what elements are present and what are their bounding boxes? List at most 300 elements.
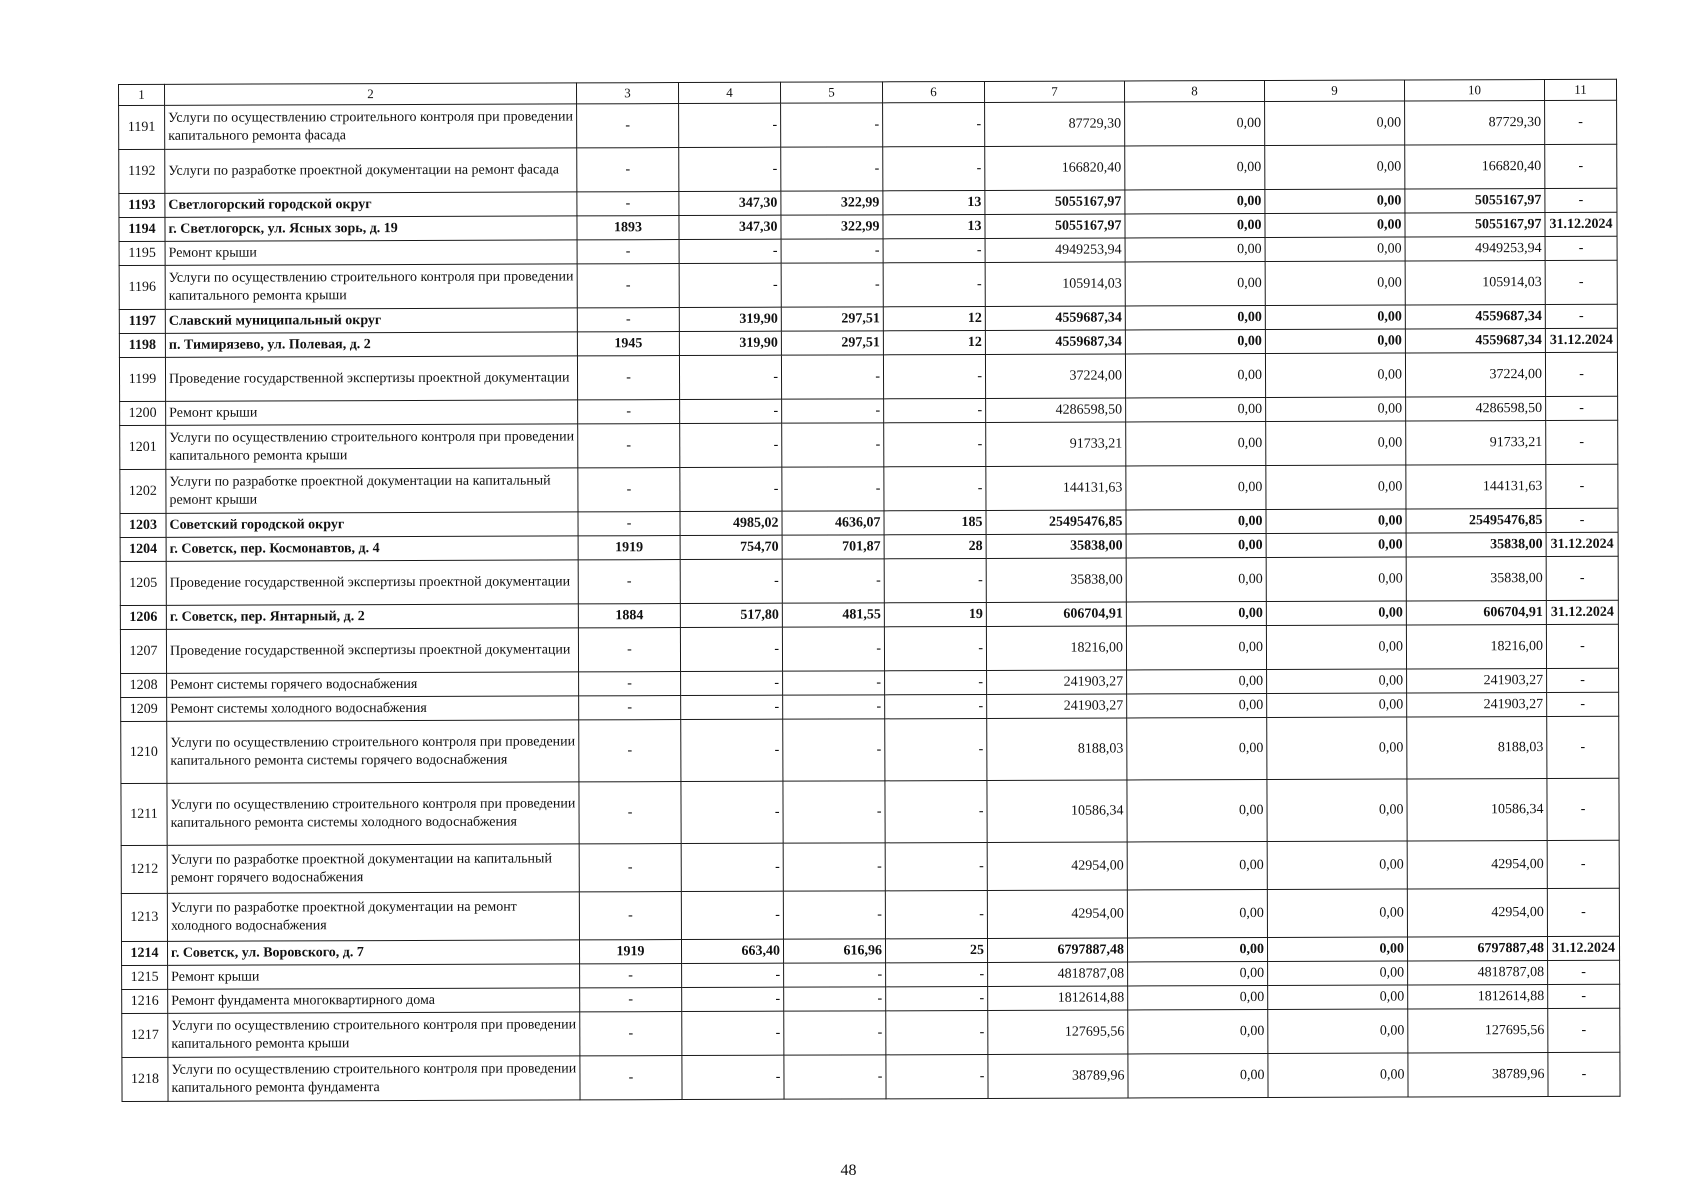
row-name-cell: Услуги по осуществлению строительного контроля при проведении капитального ремонта фасада xyxy=(165,104,577,149)
completion-date-cell: 31.12.2024 xyxy=(1546,532,1618,556)
fund-cost-cell: 0,00 xyxy=(1127,717,1267,779)
total-area-cell: 347,30 xyxy=(679,215,781,239)
completion-date-cell: - xyxy=(1547,778,1619,840)
build-year-cell: - xyxy=(577,104,679,148)
living-area-cell: - xyxy=(783,781,885,843)
row-name-cell: Светлогорский городской округ xyxy=(165,192,577,217)
column-header: 6 xyxy=(882,81,984,102)
owners-cost-cell: 91733,21 xyxy=(1406,421,1546,465)
row-number-cell: 1208 xyxy=(121,673,167,697)
fund-cost-cell: 0,00 xyxy=(1128,1053,1268,1097)
row-name-cell: Услуги по разработке проектной документации на капитальный ремонт горячего водоснабжения xyxy=(167,844,579,893)
residents-count-cell: 25 xyxy=(885,938,987,962)
total-cost-cell: 38789,96 xyxy=(988,1054,1128,1098)
row-number-cell: 1206 xyxy=(120,605,166,629)
total-area-cell: 319,90 xyxy=(679,331,781,355)
owners-cost-cell: 4286598,50 xyxy=(1406,397,1546,421)
budget-cost-cell: 0,00 xyxy=(1268,1053,1408,1097)
completion-date-cell: - xyxy=(1545,144,1617,188)
fund-cost-cell: 0,00 xyxy=(1125,237,1265,261)
build-year-cell: - xyxy=(580,964,682,988)
build-year-cell: - xyxy=(578,560,680,604)
total-cost-cell: 166820,40 xyxy=(985,146,1125,190)
completion-date-cell: 31.12.2024 xyxy=(1545,328,1617,352)
table-row xyxy=(120,624,1618,673)
column-header: 7 xyxy=(984,81,1124,102)
completion-date-cell: - xyxy=(1547,716,1619,778)
table-row xyxy=(120,464,1618,513)
total-area-cell: - xyxy=(681,671,783,695)
row-name-cell: г. Советск, пер. Янтарный, д. 2 xyxy=(166,604,578,629)
fund-cost-cell: 0,00 xyxy=(1128,1009,1268,1053)
fund-cost-cell: 0,00 xyxy=(1125,329,1265,353)
total-cost-cell: 37224,00 xyxy=(985,354,1125,398)
fund-cost-cell: 0,00 xyxy=(1127,779,1267,841)
budget-cost-cell: 0,00 xyxy=(1265,213,1405,237)
living-area-cell: - xyxy=(782,627,884,671)
fund-cost-cell: 0,00 xyxy=(1127,693,1267,717)
build-year-cell: 1884 xyxy=(578,604,680,628)
fund-cost-cell: 0,00 xyxy=(1125,101,1265,145)
table-row xyxy=(121,840,1619,893)
row-number-cell: 1200 xyxy=(120,401,166,425)
table-row xyxy=(121,888,1619,941)
row-number-cell: 1192 xyxy=(119,149,165,193)
owners-cost-cell: 5055167,97 xyxy=(1405,189,1545,213)
column-header: 10 xyxy=(1404,80,1544,101)
completion-date-cell: - xyxy=(1546,420,1618,464)
budget-cost-cell: 0,00 xyxy=(1267,669,1407,693)
fund-cost-cell: 0,00 xyxy=(1127,937,1267,961)
living-area-cell: - xyxy=(781,239,883,263)
build-year-cell: - xyxy=(577,264,679,308)
total-cost-cell: 8188,03 xyxy=(987,718,1127,780)
living-area-cell: - xyxy=(784,987,886,1011)
owners-cost-cell: 166820,40 xyxy=(1405,145,1545,189)
row-name-cell: Услуги по осуществлению строительного контроля при проведении капитального ремонта системы холодного водоснабжения xyxy=(167,782,579,845)
budget-cost-cell: 0,00 xyxy=(1265,305,1405,329)
budget-cost-cell: 0,00 xyxy=(1266,509,1406,533)
table-row xyxy=(119,144,1617,193)
total-cost-cell: 241903,27 xyxy=(987,670,1127,694)
build-year-cell: - xyxy=(580,1056,682,1100)
build-year-cell: - xyxy=(577,148,679,192)
row-name-cell: Услуги по осуществлению строительного контроля при проведении капитального ремонта фундамента xyxy=(168,1056,580,1101)
row-name-cell: Услуги по осуществлению строительного контроля при проведении капитального ремонта системы горячего водоснабжения xyxy=(167,720,579,783)
residents-count-cell: 19 xyxy=(884,602,986,626)
build-year-cell: 1919 xyxy=(579,940,681,964)
completion-date-cell: - xyxy=(1546,396,1618,420)
living-area-cell: - xyxy=(781,103,883,147)
build-year-cell: - xyxy=(578,400,680,424)
owners-cost-cell: 241903,27 xyxy=(1407,693,1547,717)
total-cost-cell: 18216,00 xyxy=(986,626,1126,670)
fund-cost-cell: 0,00 xyxy=(1127,841,1267,889)
row-number-cell: 1212 xyxy=(121,845,167,893)
build-year-cell: - xyxy=(577,356,679,400)
row-name-cell: Ремонт крыши xyxy=(165,240,577,265)
owners-cost-cell: 35838,00 xyxy=(1406,557,1546,601)
completion-date-cell: - xyxy=(1548,960,1620,984)
total-cost-cell: 35838,00 xyxy=(986,534,1126,558)
residents-count-cell: - xyxy=(885,694,987,718)
living-area-cell: 297,51 xyxy=(781,331,883,355)
build-year-cell: - xyxy=(579,892,681,940)
row-name-cell: Проведение государственной экспертизы проектной документации xyxy=(166,628,578,673)
row-number-cell: 1203 xyxy=(120,513,166,537)
owners-cost-cell: 6797887,48 xyxy=(1407,937,1547,961)
table-row xyxy=(122,1008,1620,1057)
residents-count-cell: 28 xyxy=(884,534,986,558)
budget-cost-cell: 0,00 xyxy=(1265,189,1405,213)
living-area-cell: 4636,07 xyxy=(782,511,884,535)
completion-date-cell: 31.12.2024 xyxy=(1545,212,1617,236)
row-number-cell: 1196 xyxy=(119,265,165,309)
living-area-cell: - xyxy=(782,399,884,423)
residents-count-cell: 13 xyxy=(883,190,985,214)
completion-date-cell: - xyxy=(1547,888,1619,936)
row-name-cell: Ремонт системы горячего водоснабжения xyxy=(167,672,579,697)
row-number-cell: 1191 xyxy=(119,105,165,149)
row-number-cell: 1197 xyxy=(119,309,165,333)
row-name-cell: Ремонт крыши xyxy=(168,964,580,989)
total-cost-cell: 42954,00 xyxy=(987,842,1127,890)
row-number-cell: 1195 xyxy=(119,241,165,265)
row-name-cell: Услуги по разработке проектной документации на ремонт фасада xyxy=(165,148,577,193)
completion-date-cell: - xyxy=(1546,556,1618,600)
residents-count-cell: - xyxy=(883,146,985,190)
row-number-cell: 1214 xyxy=(121,941,167,965)
table-row xyxy=(119,260,1617,309)
table-row xyxy=(120,420,1618,469)
row-number-cell: 1218 xyxy=(122,1057,168,1101)
budget-cost-cell: 0,00 xyxy=(1265,145,1405,189)
fund-cost-cell: 0,00 xyxy=(1126,557,1266,601)
owners-cost-cell: 127695,56 xyxy=(1408,1009,1548,1053)
budget-cost-cell: 0,00 xyxy=(1265,353,1405,397)
owners-cost-cell: 241903,27 xyxy=(1407,669,1547,693)
row-name-cell: Ремонт фундамента многоквартирного дома xyxy=(168,988,580,1013)
budget-cost-cell: 0,00 xyxy=(1265,237,1405,261)
fund-cost-cell: 0,00 xyxy=(1126,465,1266,509)
column-header: 8 xyxy=(1124,80,1264,101)
total-area-cell: - xyxy=(682,1055,784,1099)
owners-cost-cell: 10586,34 xyxy=(1407,779,1547,841)
budget-cost-cell: 0,00 xyxy=(1266,465,1406,509)
budget-cost-cell: 0,00 xyxy=(1267,693,1407,717)
fund-cost-cell: 0,00 xyxy=(1125,305,1265,329)
residents-count-cell: 13 xyxy=(883,214,985,238)
budget-cost-cell: 0,00 xyxy=(1266,397,1406,421)
capital-repair-table xyxy=(118,79,1621,1102)
page-number: 48 xyxy=(840,1162,857,1179)
fund-cost-cell: 0,00 xyxy=(1126,625,1266,669)
living-area-cell: - xyxy=(784,963,886,987)
residents-count-cell: - xyxy=(885,890,987,938)
owners-cost-cell: 35838,00 xyxy=(1406,533,1546,557)
fund-cost-cell: 0,00 xyxy=(1126,533,1266,557)
owners-cost-cell: 144131,63 xyxy=(1406,465,1546,509)
living-area-cell: - xyxy=(782,423,884,467)
column-header: 2 xyxy=(165,83,577,105)
total-area-cell: - xyxy=(682,1011,784,1055)
budget-cost-cell: 0,00 xyxy=(1266,557,1406,601)
budget-cost-cell: 0,00 xyxy=(1267,779,1407,841)
owners-cost-cell: 42954,00 xyxy=(1407,841,1547,889)
owners-cost-cell: 8188,03 xyxy=(1407,717,1547,779)
fund-cost-cell: 0,00 xyxy=(1125,353,1265,397)
budget-cost-cell: 0,00 xyxy=(1266,533,1406,557)
row-name-cell: Услуги по осуществлению строительного контроля при проведении капитального ремонта крыши xyxy=(166,424,578,469)
completion-date-cell: - xyxy=(1547,668,1619,692)
fund-cost-cell: 0,00 xyxy=(1127,889,1267,937)
row-number-cell: 1199 xyxy=(119,357,165,401)
row-number-cell: 1215 xyxy=(122,965,168,989)
column-header: 3 xyxy=(576,83,678,104)
budget-cost-cell: 0,00 xyxy=(1266,421,1406,465)
residents-count-cell: - xyxy=(883,354,985,398)
fund-cost-cell: 0,00 xyxy=(1126,509,1266,533)
build-year-cell: - xyxy=(577,192,679,216)
total-cost-cell: 105914,03 xyxy=(985,262,1125,306)
fund-cost-cell: 0,00 xyxy=(1126,601,1266,625)
build-year-cell: - xyxy=(577,308,679,332)
build-year-cell: - xyxy=(579,672,681,696)
completion-date-cell: - xyxy=(1546,464,1618,508)
residents-count-cell: 12 xyxy=(883,330,985,354)
register-sheet xyxy=(118,79,1620,1136)
total-area-cell: - xyxy=(682,963,784,987)
row-name-cell: Услуги по разработке проектной документации на капитальный ремонт крыши xyxy=(166,468,578,513)
owners-cost-cell: 105914,03 xyxy=(1405,261,1545,305)
completion-date-cell: - xyxy=(1548,1008,1620,1052)
completion-date-cell: - xyxy=(1545,352,1617,396)
total-area-cell: - xyxy=(681,781,783,843)
residents-count-cell: - xyxy=(886,962,988,986)
budget-cost-cell: 0,00 xyxy=(1268,1009,1408,1053)
total-area-cell: - xyxy=(681,719,783,781)
total-cost-cell: 4949253,94 xyxy=(985,238,1125,262)
budget-cost-cell: 0,00 xyxy=(1268,985,1408,1009)
build-year-cell: - xyxy=(579,782,681,844)
row-name-cell: г. Советск, пер. Космонавтов, д. 4 xyxy=(166,536,578,561)
column-header: 4 xyxy=(678,82,780,103)
completion-date-cell: - xyxy=(1545,304,1617,328)
owners-cost-cell: 38789,96 xyxy=(1408,1053,1548,1097)
row-number-cell: 1202 xyxy=(120,469,166,513)
owners-cost-cell: 4559687,34 xyxy=(1405,305,1545,329)
budget-cost-cell: 0,00 xyxy=(1265,101,1405,145)
build-year-cell: 1919 xyxy=(578,536,680,560)
total-area-cell: - xyxy=(679,239,781,263)
residents-count-cell: - xyxy=(883,102,985,146)
fund-cost-cell: 0,00 xyxy=(1128,985,1268,1009)
living-area-cell: 616,96 xyxy=(783,939,885,963)
residents-count-cell: - xyxy=(884,626,986,670)
completion-date-cell: 31.12.2024 xyxy=(1546,600,1618,624)
total-area-cell: 4985,02 xyxy=(680,511,782,535)
budget-cost-cell: 0,00 xyxy=(1266,601,1406,625)
build-year-cell: 1893 xyxy=(577,216,679,240)
budget-cost-cell: 0,00 xyxy=(1267,889,1407,937)
living-area-cell: - xyxy=(782,559,884,603)
residents-count-cell: - xyxy=(885,670,987,694)
row-name-cell: г. Советск, ул. Воровского, д. 7 xyxy=(167,940,579,965)
budget-cost-cell: 0,00 xyxy=(1267,937,1407,961)
total-area-cell: - xyxy=(682,987,784,1011)
row-number-cell: 1216 xyxy=(122,989,168,1013)
build-year-cell: - xyxy=(578,424,680,468)
residents-count-cell: - xyxy=(884,466,986,510)
table-row xyxy=(120,556,1618,605)
row-name-cell: Услуги по осуществлению строительного контроля при проведении капитального ремонта крыши xyxy=(165,264,577,309)
living-area-cell: - xyxy=(784,1055,886,1099)
column-header: 11 xyxy=(1544,79,1616,100)
fund-cost-cell: 0,00 xyxy=(1125,145,1265,189)
living-area-cell: 701,87 xyxy=(782,535,884,559)
total-area-cell: - xyxy=(680,559,782,603)
fund-cost-cell: 0,00 xyxy=(1125,213,1265,237)
budget-cost-cell: 0,00 xyxy=(1265,261,1405,305)
row-name-cell: Услуги по осуществлению строительного контроля при проведении капитального ремонта крыши xyxy=(168,1012,580,1057)
residents-count-cell: - xyxy=(883,262,985,306)
residents-count-cell: - xyxy=(885,780,987,842)
row-number-cell: 1201 xyxy=(120,425,166,469)
total-area-cell: - xyxy=(681,843,783,891)
budget-cost-cell: 0,00 xyxy=(1268,961,1408,985)
residents-count-cell: 185 xyxy=(884,510,986,534)
table-row xyxy=(121,716,1619,783)
living-area-cell: - xyxy=(782,467,884,511)
residents-count-cell: - xyxy=(884,422,986,466)
total-cost-cell: 35838,00 xyxy=(986,558,1126,602)
living-area-cell: - xyxy=(781,263,883,307)
budget-cost-cell: 0,00 xyxy=(1267,841,1407,889)
owners-cost-cell: 4949253,94 xyxy=(1405,237,1545,261)
completion-date-cell: - xyxy=(1547,692,1619,716)
completion-date-cell: - xyxy=(1548,984,1620,1008)
row-number-cell: 1210 xyxy=(121,721,167,783)
fund-cost-cell: 0,00 xyxy=(1126,397,1266,421)
living-area-cell: - xyxy=(783,719,885,781)
residents-count-cell: - xyxy=(884,398,986,422)
completion-date-cell: - xyxy=(1546,624,1618,668)
owners-cost-cell: 37224,00 xyxy=(1405,353,1545,397)
total-cost-cell: 127695,56 xyxy=(988,1010,1128,1054)
owners-cost-cell: 1812614,88 xyxy=(1408,985,1548,1009)
total-cost-cell: 4286598,50 xyxy=(986,398,1126,422)
build-year-cell: - xyxy=(578,512,680,536)
row-name-cell: Проведение государственной экспертизы проектной документации xyxy=(165,356,577,401)
residents-count-cell: - xyxy=(886,1010,988,1054)
row-number-cell: 1204 xyxy=(120,537,166,561)
living-area-cell: - xyxy=(781,147,883,191)
total-area-cell: 754,70 xyxy=(680,535,782,559)
build-year-cell: - xyxy=(578,628,680,672)
table-row xyxy=(119,100,1617,149)
build-year-cell: - xyxy=(580,988,682,1012)
total-area-cell: - xyxy=(680,467,782,511)
total-area-cell: - xyxy=(680,627,782,671)
residents-count-cell: - xyxy=(884,558,986,602)
total-cost-cell: 4818787,08 xyxy=(988,962,1128,986)
total-cost-cell: 5055167,97 xyxy=(985,190,1125,214)
completion-date-cell: - xyxy=(1545,260,1617,304)
budget-cost-cell: 0,00 xyxy=(1266,625,1406,669)
row-name-cell: Проведение государственной экспертизы проектной документации xyxy=(166,560,578,605)
build-year-cell: - xyxy=(579,696,681,720)
budget-cost-cell: 0,00 xyxy=(1267,717,1407,779)
total-cost-cell: 5055167,97 xyxy=(985,214,1125,238)
total-cost-cell: 241903,27 xyxy=(987,694,1127,718)
living-area-cell: - xyxy=(783,891,885,939)
build-year-cell: - xyxy=(580,1012,682,1056)
row-number-cell: 1193 xyxy=(119,193,165,217)
residents-count-cell: - xyxy=(886,1054,988,1098)
total-area-cell: - xyxy=(679,263,781,307)
total-cost-cell: 42954,00 xyxy=(987,890,1127,938)
living-area-cell: - xyxy=(783,695,885,719)
build-year-cell: - xyxy=(577,240,679,264)
owners-cost-cell: 606704,91 xyxy=(1406,601,1546,625)
total-cost-cell: 25495476,85 xyxy=(986,510,1126,534)
residents-count-cell: - xyxy=(883,238,985,262)
living-area-cell: 297,51 xyxy=(781,307,883,331)
row-number-cell: 1205 xyxy=(120,561,166,605)
living-area-cell: 322,99 xyxy=(781,191,883,215)
total-cost-cell: 606704,91 xyxy=(986,602,1126,626)
table-body xyxy=(119,79,1621,1101)
residents-count-cell: - xyxy=(885,718,987,780)
total-cost-cell: 4559687,34 xyxy=(985,330,1125,354)
total-area-cell: 663,40 xyxy=(681,939,783,963)
row-number-cell: 1198 xyxy=(119,333,165,357)
build-year-cell: 1945 xyxy=(577,332,679,356)
row-number-cell: 1217 xyxy=(122,1013,168,1057)
row-number-cell: 1194 xyxy=(119,217,165,241)
fund-cost-cell: 0,00 xyxy=(1128,961,1268,985)
total-cost-cell: 87729,30 xyxy=(985,102,1125,146)
table-row xyxy=(121,778,1619,845)
row-name-cell: Советский городской округ xyxy=(166,512,578,537)
row-name-cell: г. Светлогорск, ул. Ясных зорь, д. 19 xyxy=(165,216,577,241)
living-area-cell: - xyxy=(783,843,885,891)
fund-cost-cell: 0,00 xyxy=(1126,421,1266,465)
budget-cost-cell: 0,00 xyxy=(1265,329,1405,353)
total-area-cell: - xyxy=(681,695,783,719)
column-header: 5 xyxy=(780,82,882,103)
owners-cost-cell: 25495476,85 xyxy=(1406,509,1546,533)
residents-count-cell: - xyxy=(886,986,988,1010)
total-area-cell: - xyxy=(680,423,782,467)
row-number-cell: 1207 xyxy=(120,629,166,673)
fund-cost-cell: 0,00 xyxy=(1125,189,1265,213)
total-cost-cell: 4559687,34 xyxy=(985,306,1125,330)
column-header: 1 xyxy=(119,84,165,105)
living-area-cell: 481,55 xyxy=(782,603,884,627)
owners-cost-cell: 5055167,97 xyxy=(1405,213,1545,237)
living-area-cell: - xyxy=(781,355,883,399)
fund-cost-cell: 0,00 xyxy=(1127,669,1267,693)
total-area-cell: - xyxy=(680,399,782,423)
row-number-cell: 1213 xyxy=(121,893,167,941)
owners-cost-cell: 18216,00 xyxy=(1406,625,1546,669)
total-area-cell: 319,90 xyxy=(679,307,781,331)
living-area-cell: - xyxy=(784,1011,886,1055)
owners-cost-cell: 42954,00 xyxy=(1407,889,1547,937)
total-area-cell: - xyxy=(679,103,781,147)
table-row xyxy=(122,1052,1620,1101)
